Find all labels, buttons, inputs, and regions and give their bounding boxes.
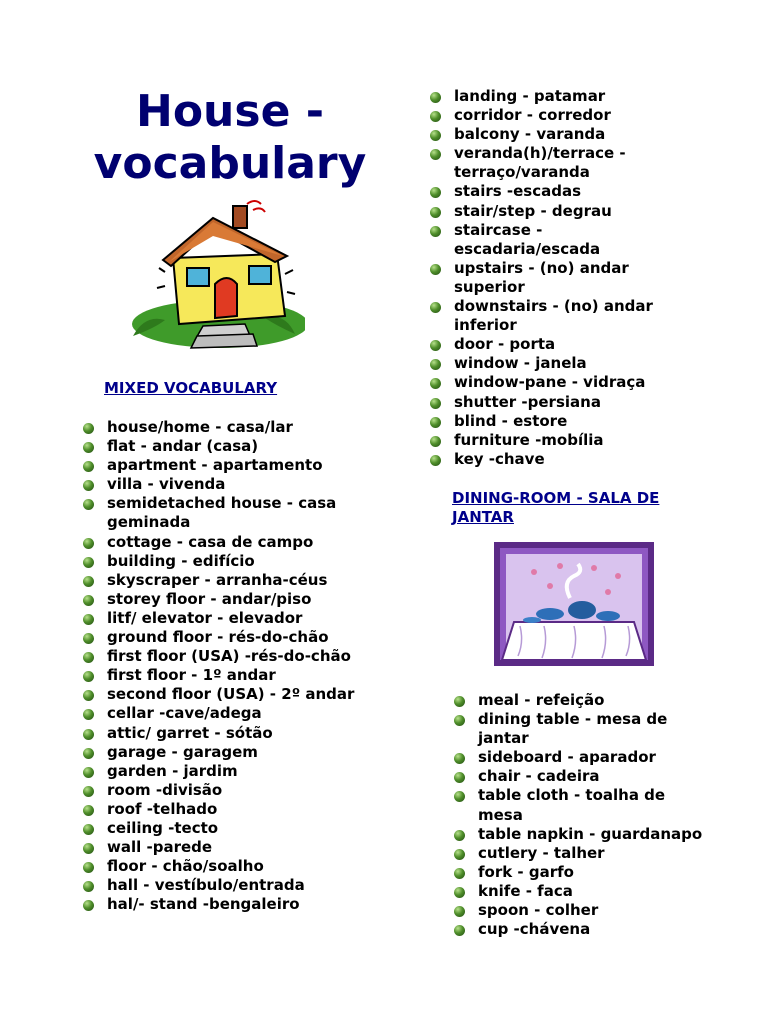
list-item: room -divisão	[83, 781, 383, 800]
list-item: floor - chão/soalho	[83, 857, 383, 876]
bullet-icon	[454, 791, 465, 802]
bullet-icon	[430, 302, 441, 313]
bullet-icon	[430, 149, 441, 160]
list-item: blind - estore	[430, 412, 670, 431]
list-item: window - janela	[430, 354, 670, 373]
list-item: window-pane - vidraça	[430, 373, 670, 392]
list-item: cup -chávena	[454, 920, 714, 939]
bullet-icon	[430, 340, 441, 351]
list-item: cottage - casa de campo	[83, 533, 383, 552]
bullet-icon	[83, 862, 94, 873]
bullet-icon	[430, 264, 441, 275]
bullet-icon	[454, 753, 465, 764]
bullet-icon	[83, 614, 94, 625]
list-item: veranda(h)/terrace - terraço/varanda	[430, 144, 670, 182]
list-item: upstairs - (no) andar superior	[430, 259, 670, 297]
bullet-icon	[83, 595, 94, 606]
list-item: semidetached house - casa geminada	[83, 494, 383, 532]
bullet-icon	[430, 436, 441, 447]
bullet-icon	[83, 633, 94, 644]
bullet-icon	[430, 130, 441, 141]
bullet-icon	[83, 499, 94, 510]
title-line-2: vocabulary	[93, 138, 367, 189]
bullet-icon	[83, 843, 94, 854]
list-item: garage - garagem	[83, 743, 383, 762]
bullet-icon	[430, 398, 441, 409]
bullet-icon	[83, 576, 94, 587]
bullet-icon	[83, 461, 94, 472]
page-title	[70, 86, 390, 190]
list-item: balcony - varanda	[430, 125, 670, 144]
list-item: attic/ garret - sótão	[83, 724, 383, 743]
list-item: key -chave	[430, 450, 670, 469]
list-item: stairs -escadas	[430, 182, 670, 201]
list-item: litf/ elevator - elevador	[83, 609, 383, 628]
dining-room-list	[454, 691, 714, 939]
list-item: flat - andar (casa)	[83, 437, 383, 456]
bullet-icon	[83, 709, 94, 720]
list-item: cellar -cave/adega	[83, 704, 383, 723]
title-line-1: House -	[136, 86, 324, 137]
list-item: spoon - colher	[454, 901, 714, 920]
list-item: second floor (USA) - 2º andar	[83, 685, 383, 704]
bullet-icon	[454, 715, 465, 726]
list-item: table cloth - toalha de mesa	[454, 786, 714, 824]
bullet-icon	[454, 868, 465, 879]
bullet-icon	[430, 92, 441, 103]
bullet-icon	[430, 359, 441, 370]
bullet-icon	[83, 690, 94, 701]
list-item: ceiling -tecto	[83, 819, 383, 838]
bullet-icon	[83, 748, 94, 759]
bullet-icon	[430, 417, 441, 428]
bullet-icon	[83, 767, 94, 778]
list-item: apartment - apartamento	[83, 456, 383, 475]
bullet-icon	[430, 378, 441, 389]
list-item: furniture -mobília	[430, 431, 670, 450]
bullet-icon	[83, 538, 94, 549]
list-item: hal/- stand -bengaleiro	[83, 895, 383, 914]
list-item: house/home - casa/lar	[83, 418, 383, 437]
list-item: sideboard - aparador	[454, 748, 714, 767]
list-item: fork - garfo	[454, 863, 714, 882]
dining-room-heading: DINING-ROOM - SALA DE JANTAR	[452, 489, 660, 526]
bullet-icon	[83, 900, 94, 911]
list-item: hall - vestíbulo/entrada	[83, 876, 383, 895]
list-item: table napkin - guardanapo	[454, 825, 714, 844]
bullet-icon	[430, 207, 441, 218]
list-item: staircase - escadaria/escada	[430, 221, 670, 259]
list-item: meal - refeição	[454, 691, 714, 710]
list-item: ground floor - rés-do-chão	[83, 628, 383, 647]
bullet-icon	[83, 824, 94, 835]
bullet-icon	[83, 480, 94, 491]
list-item: skyscraper - arranha-céus	[83, 571, 383, 590]
bullet-icon	[83, 652, 94, 663]
list-item: knife - faca	[454, 882, 714, 901]
bullet-icon	[454, 830, 465, 841]
list-item: landing - patamar	[430, 87, 670, 106]
list-item: dining table - mesa de jantar	[454, 710, 714, 748]
bullet-icon	[83, 442, 94, 453]
bullet-icon	[454, 925, 465, 936]
list-item: shutter -persiana	[430, 393, 670, 412]
list-item: first floor - 1º andar	[83, 666, 383, 685]
house-illustration	[125, 196, 305, 356]
bullet-icon	[430, 111, 441, 122]
bullet-icon	[430, 455, 441, 466]
house-parts-list	[430, 87, 670, 469]
list-item: villa - vivenda	[83, 475, 383, 494]
bullet-icon	[430, 187, 441, 198]
list-item: corridor - corredor	[430, 106, 670, 125]
bullet-icon	[83, 805, 94, 816]
bullet-icon	[430, 226, 441, 237]
list-item: stair/step - degrau	[430, 202, 670, 221]
bullet-icon	[454, 696, 465, 707]
list-item: cutlery - talher	[454, 844, 714, 863]
bullet-icon	[454, 906, 465, 917]
bullet-icon	[83, 557, 94, 568]
dining-table-illustration	[490, 538, 658, 670]
list-item: door - porta	[430, 335, 670, 354]
bullet-icon	[83, 671, 94, 682]
mixed-vocabulary-heading: MIXED VOCABULARY	[104, 379, 278, 397]
bullet-icon	[83, 729, 94, 740]
bullet-icon	[454, 849, 465, 860]
list-item: downstairs - (no) andar inferior	[430, 297, 670, 335]
list-item: first floor (USA) -rés-do-chão	[83, 647, 383, 666]
list-item: roof -telhado	[83, 800, 383, 819]
list-item: building - edifício	[83, 552, 383, 571]
bullet-icon	[454, 772, 465, 783]
mixed-vocabulary-list	[83, 418, 383, 914]
bullet-icon	[83, 423, 94, 434]
list-item: storey floor - andar/piso	[83, 590, 383, 609]
list-item: garden - jardim	[83, 762, 383, 781]
bullet-icon	[83, 881, 94, 892]
bullet-icon	[454, 887, 465, 898]
list-item: wall -parede	[83, 838, 383, 857]
list-item: chair - cadeira	[454, 767, 714, 786]
bullet-icon	[83, 786, 94, 797]
